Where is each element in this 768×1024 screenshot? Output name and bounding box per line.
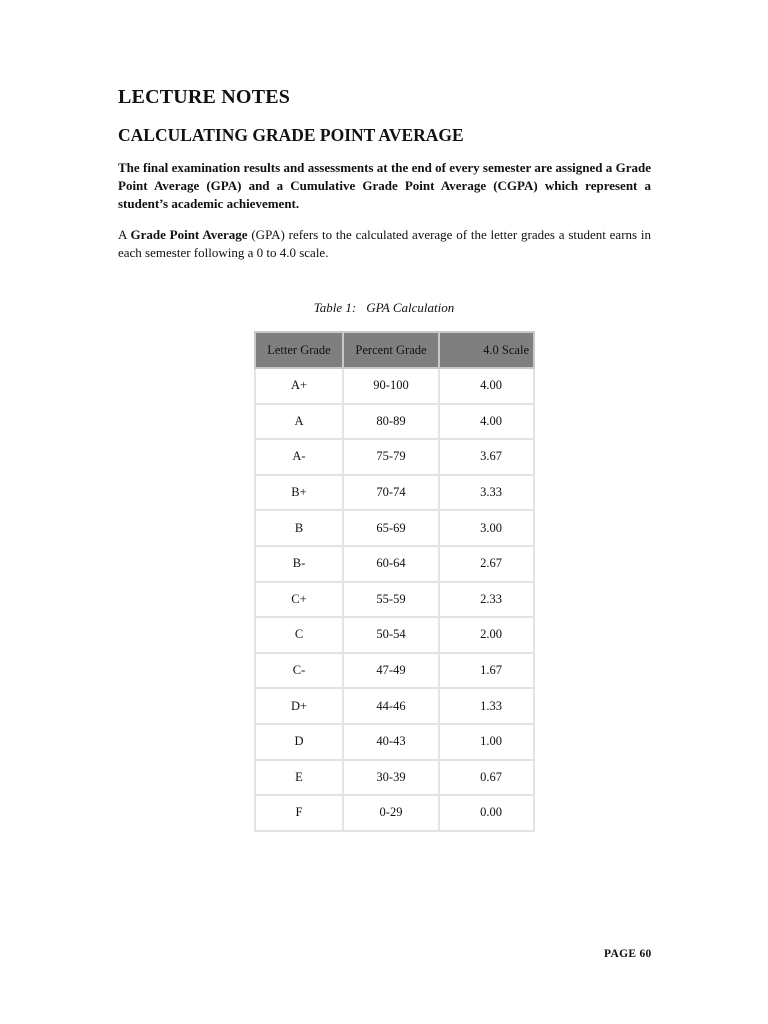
- percent-grade-cell: 40-43: [343, 724, 439, 760]
- table-row: [255, 724, 534, 760]
- letter-grade-cell: C-: [255, 653, 343, 689]
- definition-lead: A: [118, 227, 131, 242]
- scale-cell: 3.67: [439, 439, 534, 475]
- percent-grade-cell: 55-59: [343, 582, 439, 618]
- scale-cell: 2.00: [439, 617, 534, 653]
- header-percent-grade: Percent Grade: [343, 332, 439, 368]
- scale-cell: 2.67: [439, 546, 534, 582]
- table-row: [255, 475, 534, 511]
- intro-paragraph: The final examination results and assessments at the end of every semester are assigned a Grade Point Average (GPA) and a Cumulative Grade Point Average (CGPA) which represent a student’s academic achievement.: [118, 160, 651, 211]
- gpa-definition-paragraph: [118, 226, 651, 262]
- percent-grade-cell: 80-89: [343, 404, 439, 440]
- percent-grade-cell: 47-49: [343, 653, 439, 689]
- percent-grade-cell: 0-29: [343, 795, 439, 831]
- table-row: [255, 760, 534, 796]
- letter-grade-cell: A-: [255, 439, 343, 475]
- table-row: [255, 617, 534, 653]
- section-heading: CALCULATING GRADE POINT AVERAGE: [118, 125, 464, 145]
- table-header-row: [255, 332, 534, 368]
- percent-grade-cell: 70-74: [343, 475, 439, 511]
- table-row: [255, 404, 534, 440]
- gpa-table: [254, 331, 535, 832]
- percent-grade-cell: 50-54: [343, 617, 439, 653]
- letter-grade-cell: A: [255, 404, 343, 440]
- percent-grade-cell: 75-79: [343, 439, 439, 475]
- letter-grade-cell: B+: [255, 475, 343, 511]
- percent-grade-cell: 60-64: [343, 546, 439, 582]
- scale-cell: 4.00: [439, 368, 534, 404]
- table-row: [255, 582, 534, 618]
- letter-grade-cell: B: [255, 510, 343, 546]
- table-caption: [254, 300, 514, 316]
- letter-grade-cell: B-: [255, 546, 343, 582]
- table-body: [255, 368, 534, 831]
- table-row: [255, 510, 534, 546]
- percent-grade-cell: 44-46: [343, 688, 439, 724]
- table-row: [255, 546, 534, 582]
- scale-cell: 4.00: [439, 404, 534, 440]
- scale-cell: 0.00: [439, 795, 534, 831]
- table-row: [255, 439, 534, 475]
- scale-cell: 1.00: [439, 724, 534, 760]
- page-number: PAGE 60: [604, 948, 652, 960]
- percent-grade-cell: 65-69: [343, 510, 439, 546]
- page-title: LECTURE NOTES: [118, 86, 291, 108]
- letter-grade-cell: D+: [255, 688, 343, 724]
- table-row: [255, 688, 534, 724]
- scale-cell: 1.33: [439, 688, 534, 724]
- percent-grade-cell: 90-100: [343, 368, 439, 404]
- letter-grade-cell: C: [255, 617, 343, 653]
- table-caption-number: Table 1:: [313, 300, 357, 315]
- letter-grade-cell: E: [255, 760, 343, 796]
- percent-grade-cell: 30-39: [343, 760, 439, 796]
- definition-rest: (GPA) refers to the calculated average of the letter grades a student earns in each semester following a 0 to 4.0 scale.: [118, 227, 651, 260]
- scale-cell: 0.67: [439, 760, 534, 796]
- table-row: [255, 795, 534, 831]
- letter-grade-cell: A+: [255, 368, 343, 404]
- table-caption-title: GPA Calculation: [366, 300, 455, 315]
- table-row: [255, 368, 534, 404]
- letter-grade-cell: F: [255, 795, 343, 831]
- definition-term: Grade Point Average: [130, 227, 248, 242]
- table-row: [255, 653, 534, 689]
- letter-grade-cell: D: [255, 724, 343, 760]
- header-letter-grade: Letter Grade: [255, 332, 343, 368]
- letter-grade-cell: C+: [255, 582, 343, 618]
- scale-cell: 2.33: [439, 582, 534, 618]
- scale-cell: 3.00: [439, 510, 534, 546]
- scale-cell: 1.67: [439, 653, 534, 689]
- header-scale: 4.0 Scale: [439, 332, 534, 368]
- scale-cell: 3.33: [439, 475, 534, 511]
